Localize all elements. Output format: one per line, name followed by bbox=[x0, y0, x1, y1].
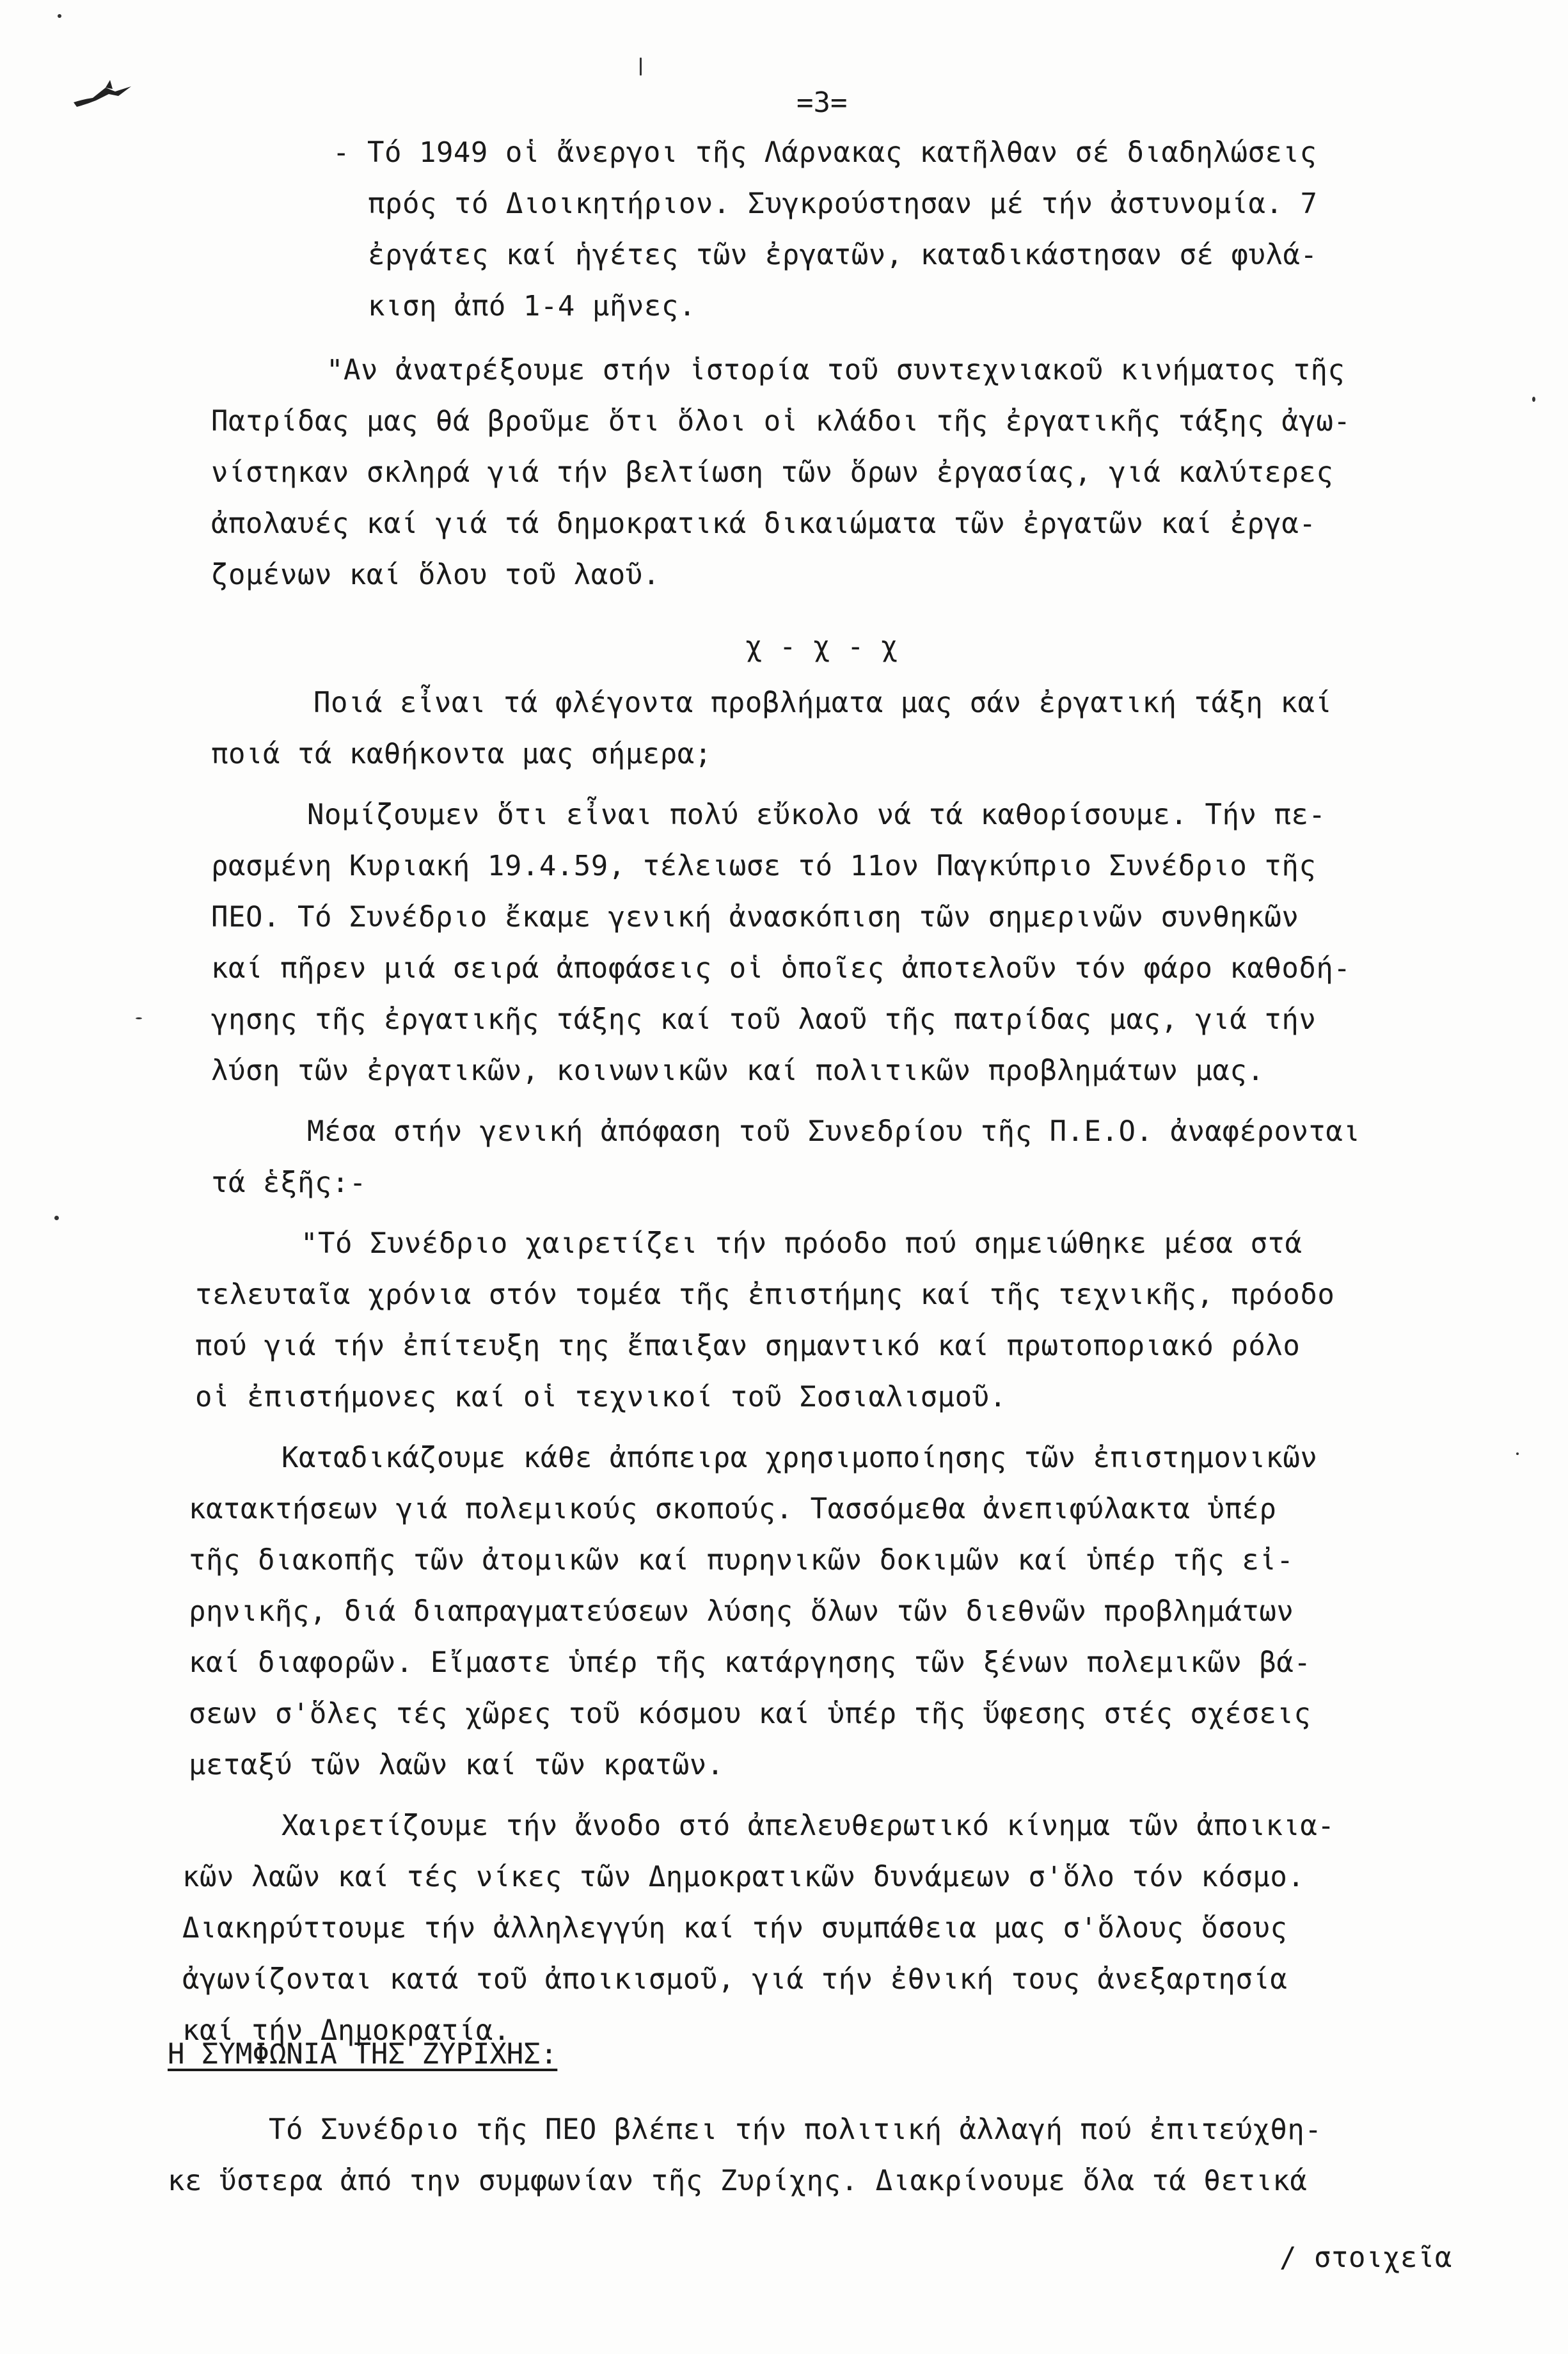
text-line: Μέσα στήν γενική ἀπόφαση τοῦ Συνεδρίου τῆς Π.Ε.Ο. ἀναφέρονται bbox=[307, 1115, 1361, 1148]
text-line: ρηνικῆς, διά διαπραγματεύσεων λύσης ὅλων τῶν διεθνῶν προβλημάτων bbox=[189, 1595, 1294, 1628]
text-line: ζομένων καί ὅλου τοῦ λαοῦ. bbox=[211, 559, 660, 591]
text-line: σεων σ'ὅλες τές χῶρες τοῦ κόσμου καί ὑπέρ τῆς ὕφεσης στές σχέσεις bbox=[189, 1698, 1311, 1730]
text-line: λύση τῶν ἐργατικῶν, κοινωνικῶν καί πολιτικῶν προβλημάτων μας. bbox=[211, 1054, 1265, 1087]
scan-speck bbox=[640, 58, 642, 76]
text-line: - Τό 1949 οἱ ἄνεργοι τῆς Λάρνακας κατῆλθαν σέ διαδηλώσεις bbox=[333, 136, 1317, 169]
text-line: ἀγωνίζονται κατά τοῦ ἀποικισμοῦ, γιά τήν ἐθνική τους ἀνεξαρτησία bbox=[182, 1963, 1288, 1996]
text-line: ΠΕΟ. Τό Συνέδριο ἔκαμε γενική ἀνασκόπιση τῶν σημερινῶν συνθηκῶν bbox=[211, 901, 1299, 934]
page-number: =3= bbox=[796, 86, 848, 119]
text-line: καί τήν Δημοκρατία. bbox=[182, 2014, 511, 2047]
text-line: κῶν λαῶν καί τές νίκες τῶν Δημοκρατικῶν δυνάμεων σ'ὅλο τόν κόσμο. bbox=[182, 1861, 1305, 1893]
section-separator: χ - χ - χ bbox=[745, 630, 898, 663]
text-line: τά ἑξῆς:- bbox=[211, 1166, 367, 1199]
scan-speck bbox=[136, 1017, 142, 1019]
text-line: πρός τό Διοικητήριον. Συγκρούστησαν μέ τήν ἀστυνομία. 7 bbox=[368, 187, 1318, 220]
text-line: Καταδικάζουμε κάθε ἀπόπειρα χρησιμοποίησης τῶν ἐπιστημονικῶν bbox=[281, 1442, 1318, 1474]
text-line: κατακτήσεων γιά πολεμικούς σκοπούς. Τασσόμεθα ἀνεπιφύλακτα ὑπέρ bbox=[189, 1493, 1277, 1525]
text-line: Τό Συνέδριο τῆς ΠΕΟ βλέπει τήν πολιτική ἀλλαγή πού ἐπιτεύχθη- bbox=[269, 2113, 1322, 2146]
text-line: πού γιά τήν ἐπίτευξη της ἔπαιξαν σημαντικό καί πρωτοποριακό ρόλο bbox=[195, 1330, 1301, 1362]
text-line: "Τό Συνέδριο χαιρετίζει τήν πρόοδο πού σημειώθηκε μέσα στά bbox=[301, 1227, 1303, 1260]
scan-speck bbox=[1516, 1452, 1519, 1455]
text-line: κε ὕστερα ἀπό την συμφωνίαν τῆς Ζυρίχης. Διακρίνουμε ὅλα τά θετικά bbox=[168, 2165, 1308, 2197]
text-line: νίστηκαν σκληρά γιά τήν βελτίωση τῶν ὅρων ἐργασίας, γιά καλύτερες bbox=[211, 456, 1334, 489]
text-line: "Αν ἀνατρέξουμε στήν ἱστορία τοῦ συντεχνιακοῦ κινήματος τῆς bbox=[326, 354, 1345, 386]
continuation-text: / στοιχεῖα bbox=[1279, 2241, 1452, 2274]
text-line: κιση ἀπό 1-4 μῆνες. bbox=[368, 290, 696, 322]
section-heading: Η ΣΥΜΦΩΝΙΑ ΤΗΣ ΖΥΡΙΧΗΣ: bbox=[168, 2038, 558, 2071]
text-line: Χαιρετίζουμε τήν ἄνοδο στό ἀπελευθερωτικό κίνημα τῶν ἀποικια- bbox=[281, 1809, 1335, 1842]
scan-speck bbox=[54, 1216, 59, 1220]
text-line: μεταξύ τῶν λαῶν καί τῶν κρατῶν. bbox=[189, 1749, 724, 1781]
text-line: καί διαφορῶν. Εἴμαστε ὑπέρ τῆς κατάργησης τῶν ξένων πολεμικῶν βά- bbox=[189, 1646, 1311, 1679]
text-line: ρασμένη Κυριακή 19.4.59, τέλειωσε τό 11ον Παγκύπριο Συνέδριο τῆς bbox=[211, 850, 1317, 882]
handwritten-mark-icon bbox=[70, 74, 147, 112]
text-line: Ποιά εἶναι τά φλέγοντα προβλήματα μας σάν ἐργατική τάξη καί bbox=[313, 687, 1333, 719]
text-line: Διακηρύττουμε τήν ἀλληλεγγύη καί τήν συμπάθεια μας σ'ὅλους ὅσους bbox=[182, 1912, 1288, 1944]
text-line: γησης τῆς ἐργατικῆς τάξης καί τοῦ λαοῦ τῆς πατρίδας μας, γιά τήν bbox=[211, 1003, 1317, 1036]
text-line: Πατρίδας μας θά βροῦμε ὅτι ὅλοι οἱ κλάδοι τῆς ἐργατικῆς τάξης ἀγω- bbox=[211, 405, 1351, 438]
scan-speck bbox=[58, 14, 61, 18]
text-line: ἐργάτες καί ἡγέτες τῶν ἐργατῶν, καταδικάστησαν σέ φυλά- bbox=[368, 239, 1318, 271]
text-line: οἱ ἐπιστήμονες καί οἱ τεχνικοί τοῦ Σοσιαλισμοῦ. bbox=[195, 1381, 1007, 1413]
text-line: τελευταῖα χρόνια στόν τομέα τῆς ἐπιστήμης καί τῆς τεχνικῆς, πρόοδο bbox=[195, 1278, 1335, 1311]
text-line: ποιά τά καθήκοντα μας σήμερα; bbox=[211, 738, 712, 770]
text-line: καί πῆρεν μιά σειρά ἀποφάσεις οἱ ὁποῖες ἀποτελοῦν τόν φάρο καθοδή- bbox=[211, 952, 1351, 985]
text-line: ἀπολαυές καί γιά τά δημοκρατικά δικαιώματα τῶν ἐργατῶν καί ἐργα- bbox=[211, 507, 1317, 540]
text-line: τῆς διακοπῆς τῶν ἀτομικῶν καί πυρηνικῶν δοκιμῶν καί ὑπέρ τῆς εἰ- bbox=[189, 1544, 1294, 1577]
text-line: Νομίζουμεν ὅτι εἶναι πολύ εὔκολο νά τά καθορίσουμε. Τήν πε- bbox=[307, 799, 1326, 831]
scan-speck bbox=[1532, 397, 1535, 402]
